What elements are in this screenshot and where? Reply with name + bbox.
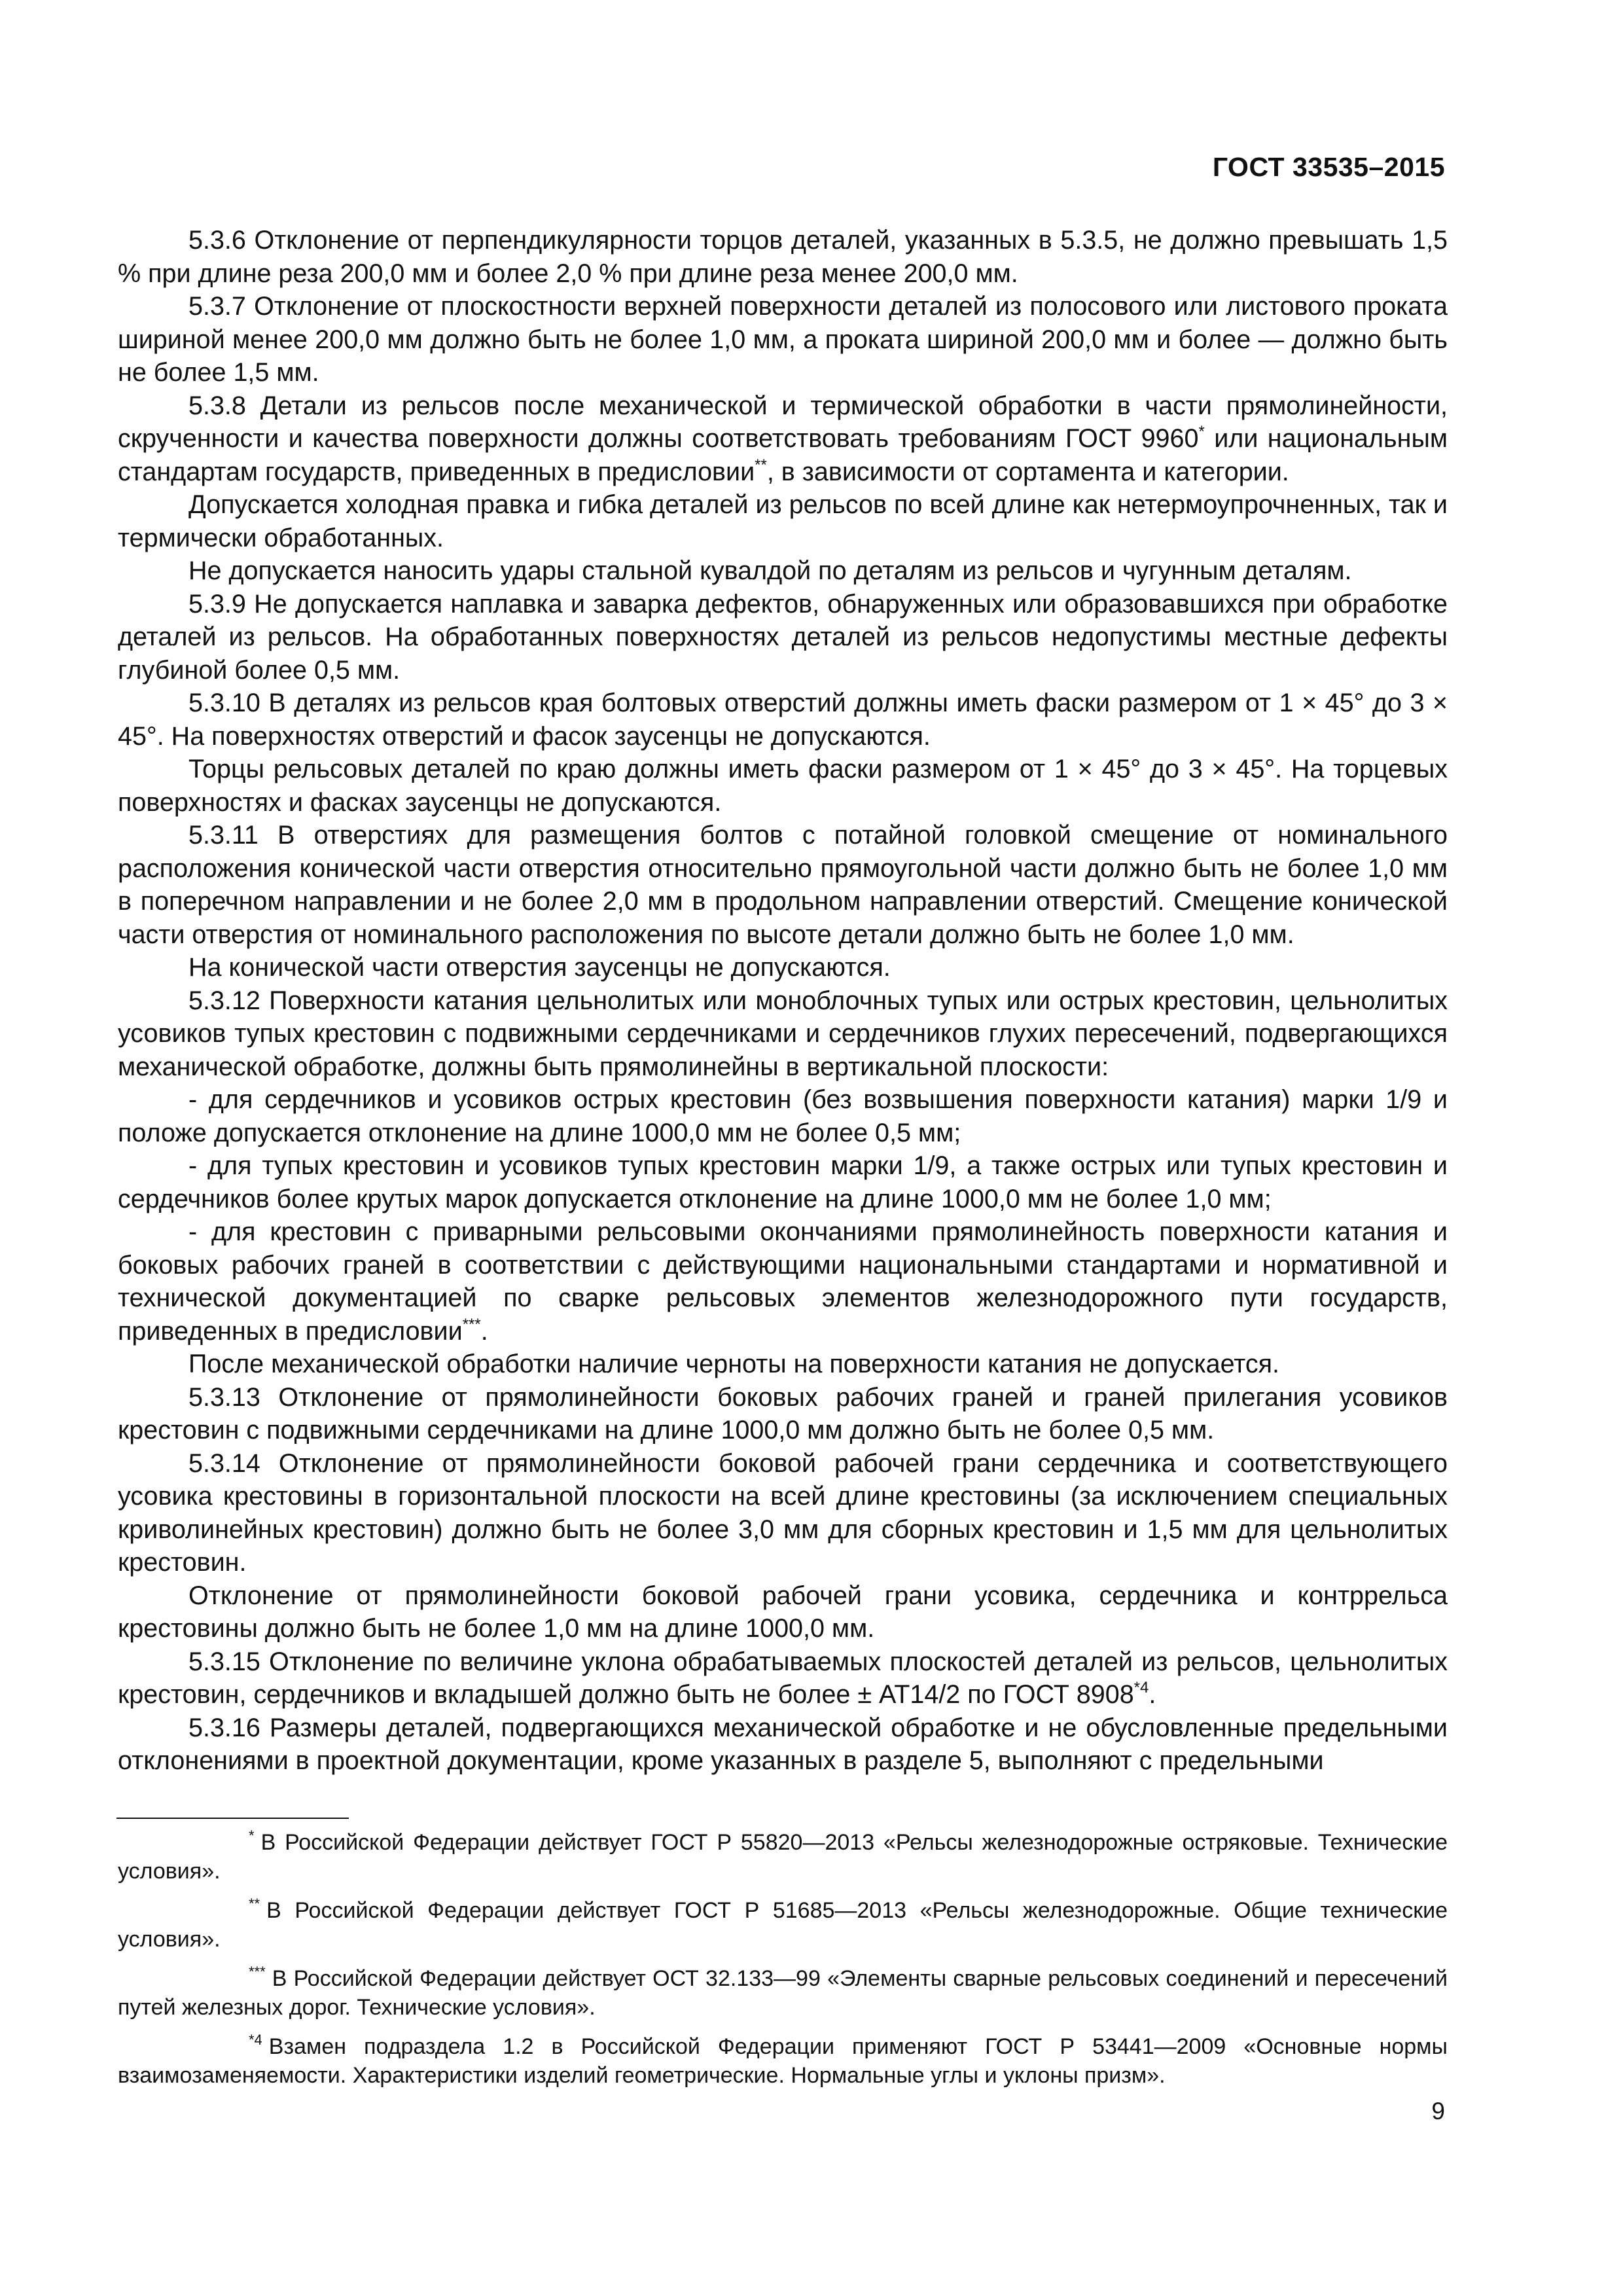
footnote-3: *** В Российской Федерации действует ОСТ 32.133—99 «Элементы сварные рельсовых соединений и пересечений путей железных дорог. Технические условия».	[118, 1964, 1448, 2020]
paragraph-text: 5.3.15 Отклонение по величине уклона обрабатываемых плоскостей деталей из рельсов, цельнолитых крестовин, сердечников и вкладышей должно быть не более ± АТ14/2 по ГОСТ 8908	[118, 1647, 1448, 1709]
footnote-ref: *4	[1133, 1679, 1149, 1696]
list-item-sharp-frogs: - для сердечников и усовиков острых крестовин (без возвышения поверхности катания) марки 1/9 и положе допускается отклонение на длине 1000,0 мм не более 0,5 мм;	[118, 1085, 1448, 1147]
paragraph-cold-straightening: Допускается холодная правка и гибка деталей из рельсов по всей длине как нетермоупрочненных, так и термически обработанных.	[118, 490, 1448, 552]
footnote-4: *4 Взамен подраздела 1.2 в Российской Федерации применяют ГОСТ Р 53441—2009 «Основные нормы взаимозаменяемости. Характеристики изделий геометрические. Нормальные углы и уклоны призм».	[118, 2032, 1448, 2088]
paragraph-5-3-16: 5.3.16 Размеры деталей, подвергающихся механической обработке и не обусловленные предельными отклонениями в проектной документации, кроме указанных в разделе 5, выполняют с предельными	[118, 1713, 1448, 1775]
body-text	[118, 224, 1448, 1778]
paragraph-text: 5.3.8 Детали из рельсов после механической и термической обработки в части прямолинейности, скрученности и качества поверхности должны соответствовать требованиям ГОСТ 9960	[118, 391, 1448, 453]
paragraph-black-spots: После механической обработки наличие черноты на поверхности катания не допускается.	[188, 1350, 1279, 1378]
paragraph-text: , в зависимости от сортамента и категории.	[766, 457, 1289, 486]
paragraph-conical-part: На конической части отверстия заусенцы не допускаются.	[188, 953, 891, 982]
footnote-text: Взамен подраздела 1.2 в Российской Федерации применяют ГОСТ Р 53441—2009 «Основные нормы взаимозаменяемости. Характеристики изделий геометрические. Нормальные углы и уклоны призм».	[118, 2034, 1448, 2088]
paragraph-5-3-8	[118, 389, 1448, 489]
footnote-ref: **	[755, 456, 767, 474]
footnote-text: В Российской Федерации действует ГОСТ Р 55820—2013 «Рельсы железнодорожные остряковые. Технические условия».	[118, 1830, 1448, 1884]
paragraph-sledgehammer: Не допускается наносить удары стальной кувалдой по деталям из рельсов и чугунным деталям.	[188, 556, 1352, 585]
paragraph-5-3-15	[118, 1645, 1448, 1712]
paragraph-check-rail: Отклонение от прямолинейности боковой рабочей грани усовика, сердечника и контррельса крестовины должно быть не более 1,0 мм на длине 1000,0 мм.	[118, 1581, 1448, 1643]
footnote-2: ** В Российской Федерации действует ГОСТ Р 51685—2013 «Рельсы железнодорожные. Общие технические условия».	[118, 1895, 1448, 1952]
document-header: ГОСТ 33535–2015	[1212, 152, 1445, 182]
paragraph-5-3-9: 5.3.9 Не допускается наплавка и заварка дефектов, обнаруженных или образовавшихся при обработке деталей из рельсов. На обработанных поверхностях деталей из рельсов недопустимы местные дефекты глубиной более 0,5 мм.	[118, 589, 1448, 685]
paragraph-5-3-12: 5.3.12 Поверхности катания цельнолитых или моноблочных тупых или острых крестовин, цельнолитых усовиков тупых крестовин с подвижными сердечниками и сердечников глухих пересечений, подвергающихся механической обработке, должны быть прямолинейны в вертикальной плоскости:	[118, 986, 1448, 1081]
paragraph-text: или национальным стандартам государств, приведенных в предисловии	[118, 424, 1448, 486]
paragraph-rail-ends: Торцы рельсовых деталей по краю должны иметь фаски размером от 1 × 45° до 3 × 45°. На торцевых поверхностях и фасках заусенцы не допускаются.	[118, 755, 1448, 817]
footnote-text: В Российской Федерации действует ОСТ 32.133—99 «Элементы сварные рельсовых соединений и пересечений путей железных дорог. Технические условия».	[118, 1966, 1448, 2020]
list-item-obtuse-frogs: - для тупых крестовин и усовиков тупых крестовин марки 1/9, а также острых или тупых крестовин и сердечников более крутых марок допускается отклонение на длине 1000,0 мм не более 1,0 мм;	[118, 1151, 1448, 1213]
paragraph-text: - для крестовин с приварными рельсовыми окончаниями прямолинейность поверхности катания и боковых рабочих граней в соответствии с действующими национальными стандартами и нормативной и технической документацией по сварке рельсовых элементов железнодорожного пути государств, приведенных в предисловии	[118, 1217, 1448, 1346]
paragraph-text: .	[480, 1316, 488, 1346]
footnote-text: В Российской Федерации действует ГОСТ Р 51685—2013 «Рельсы железнодорожные. Общие технические условия».	[118, 1898, 1448, 1952]
footnote-divider	[116, 1818, 349, 1819]
footnote-1: * В Российской Федерации действует ГОСТ Р 55820—2013 «Рельсы железнодорожные остряковые. Технические условия».	[118, 1827, 1448, 1884]
footnotes	[118, 1828, 1448, 2100]
paragraph-5-3-11: 5.3.11 В отверстиях для размещения болтов с потайной головкой смещение от номинального расположения конической части отверстия относительно прямоугольной части должно быть не более 1,0 мм в поперечном направлении и не более 2,0 мм в продольном направлении отверстий. Смещение конической части отверстия от номинального расположения по высоте детали должно быть не более 1,0 мм.	[118, 821, 1448, 949]
list-item-welded-frogs	[118, 1215, 1448, 1348]
footnote-ref: *	[1198, 423, 1205, 440]
paragraph-5-3-13: 5.3.13 Отклонение от прямолинейности боковых рабочих граней и граней прилегания усовиков крестовин с подвижными сердечниками на длине 1000,0 мм должно быть не более 0,5 мм.	[118, 1382, 1448, 1444]
paragraph-text: .	[1149, 1680, 1156, 1709]
paragraph-5-3-6: 5.3.6 Отклонение от перпендикулярности торцов деталей, указанных в 5.3.5, не должно превышать 1,5 % при длине реза 200,0 мм и более 2,0 % при длине реза менее 200,0 мм.	[118, 226, 1448, 288]
footnote-ref: ***	[462, 1315, 481, 1333]
paragraph-5-3-14: 5.3.14 Отклонение от прямолинейности боковой рабочей грани сердечника и соответствующего усовика крестовины в горизонтальной плоскости на всей длине крестовины (за исключением специальных криволинейных крестовин) должно быть не более 3,0 мм для сборных крестовин и 1,5 мм для цельнолитых крестовин.	[118, 1448, 1448, 1577]
page-number: 9	[1431, 2098, 1445, 2125]
paragraph-5-3-10: 5.3.10 В деталях из рельсов края болтовых отверстий должны иметь фаски размером от 1 × 45° до 3 × 45°. На поверхностях отверстий и фасок заусенцы не допускаются.	[118, 689, 1448, 751]
paragraph-5-3-7: 5.3.7 Отклонение от плоскостности верхней поверхности деталей из полосового или листового проката шириной менее 200,0 мм должно быть не более 1,0 мм, а проката шириной 200,0 мм и более — должно быть не более 1,5 мм.	[118, 292, 1448, 387]
